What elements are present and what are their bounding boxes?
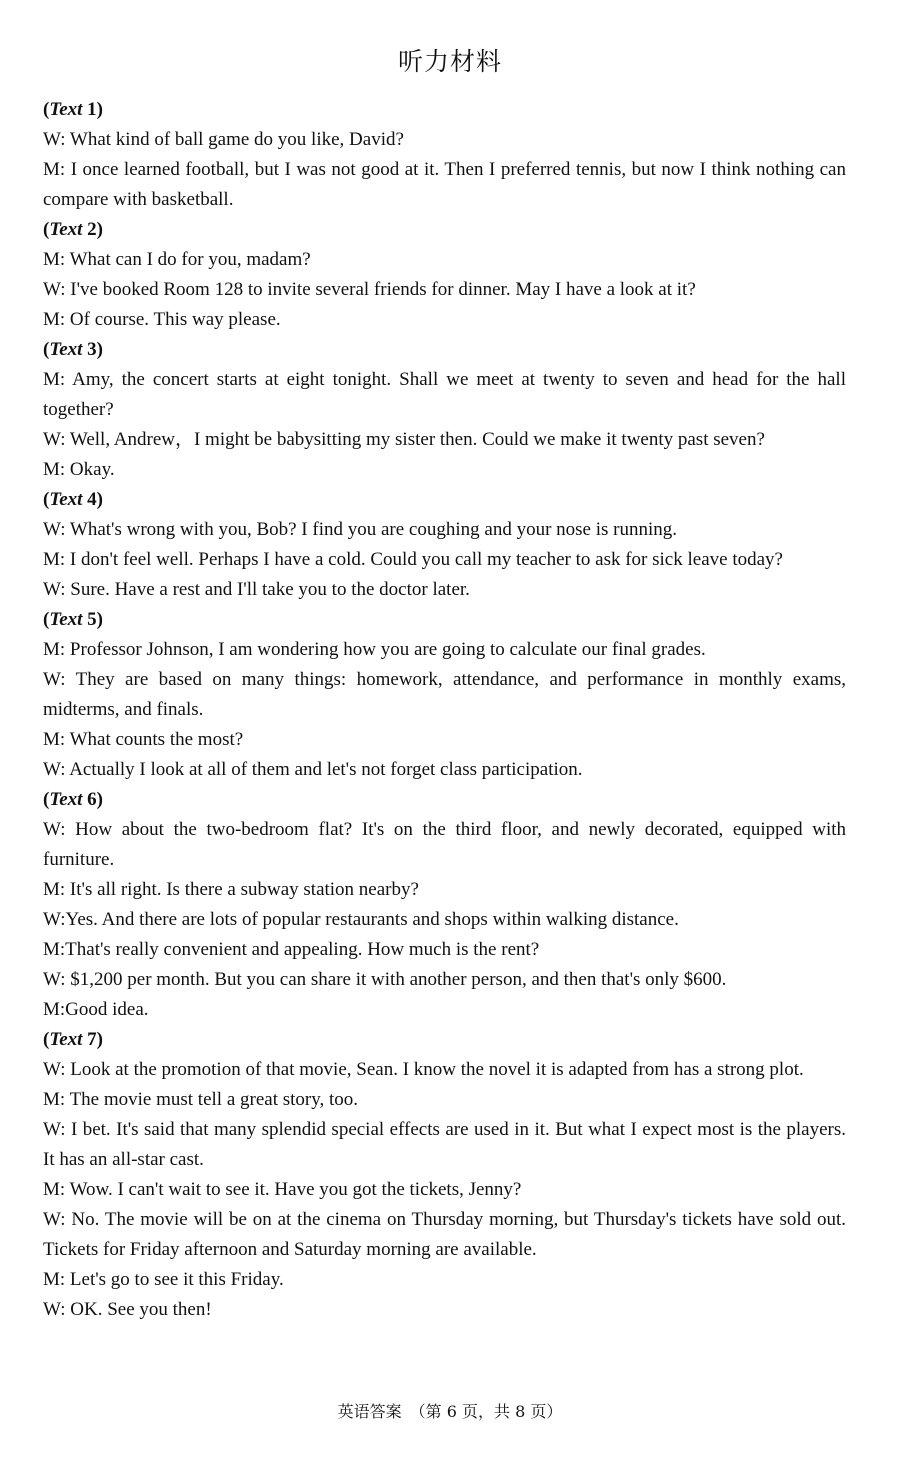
transcript-body <box>43 95 846 1325</box>
dialogue-line: M: Of course. This way please. <box>43 309 281 330</box>
section-header: (Text 3) <box>43 339 103 360</box>
transcript-section <box>43 605 846 785</box>
dialogue-line: M:That's really convenient and appealing. How much is the rent? <box>43 939 540 960</box>
dialogue-line: M: It's all right. Is there a subway station nearby? <box>43 879 419 900</box>
dialogue-line: W: I've booked Room 128 to invite several friends for dinner. May I have a look at it? <box>43 279 696 300</box>
section-number: 3 <box>87 339 97 360</box>
section-label: Text <box>49 219 83 240</box>
section-header: (Text 1) <box>43 99 103 120</box>
section-number: 7 <box>87 1029 97 1050</box>
dialogue-line: M: Amy, the concert starts at eight tonight. Shall we meet at twenty to seven and head for the hall together? <box>43 369 846 420</box>
dialogue-line: M: Professor Johnson, I am wondering how you are going to calculate our final grades. <box>43 639 706 660</box>
dialogue-line: M: Wow. I can't wait to see it. Have you got the tickets, Jenny? <box>43 1179 522 1200</box>
section-number: 4 <box>87 489 97 510</box>
dialogue-line: W: OK. See you then! <box>43 1299 212 1320</box>
dialogue-line: W: How about the two-bedroom flat? It's on the third floor, and newly decorated, equipped with furniture. <box>43 819 846 870</box>
dialogue-line: W: They are based on many things: homework, attendance, and performance in monthly exams, midterms, and finals. <box>43 669 846 720</box>
dialogue-line: W: $1,200 per month. But you can share it with another person, and then that's only $600. <box>43 969 727 990</box>
dialogue-line: W: What's wrong with you, Bob? I find you are coughing and your nose is running. <box>43 519 678 540</box>
dialogue-line: W: Sure. Have a rest and I'll take you to the doctor later. <box>43 579 470 600</box>
dialogue-line: M: What counts the most? <box>43 729 244 750</box>
transcript-section <box>43 95 846 215</box>
dialogue-line: M: Okay. <box>43 459 115 480</box>
dialogue-line: W: Look at the promotion of that movie, Sean. I know the novel it is adapted from has a strong plot. <box>43 1059 804 1080</box>
dialogue-line: W: No. The movie will be on at the cinema on Thursday morning, but Thursday's tickets have sold out. Tickets for Friday afternoon and Saturday morning are available. <box>43 1209 846 1260</box>
section-number: 1 <box>87 99 97 120</box>
dialogue-line: W: Well, Andrew，I might be babysitting my sister then. Could we make it twenty past seven? <box>43 429 765 450</box>
dialogue-line: M: What can I do for you, madam? <box>43 249 311 270</box>
section-header: (Text 7) <box>43 1029 103 1050</box>
transcript-section <box>43 785 846 1025</box>
section-header: (Text 4) <box>43 489 103 510</box>
page-title: 听力材料 <box>397 47 502 76</box>
dialogue-line: M: I once learned football, but I was not good at it. Then I preferred tennis, but now I think nothing can compare with basketball. <box>43 159 846 210</box>
transcript-section <box>43 1025 846 1325</box>
section-number: 6 <box>87 789 97 810</box>
section-number: 2 <box>87 219 97 240</box>
section-label: Text <box>49 339 83 360</box>
transcript-section <box>43 485 846 605</box>
section-header: (Text 5) <box>43 609 103 630</box>
page-footer: 英语答案 （第 6 页，共 8 页） <box>337 1402 563 1421</box>
dialogue-line: M:Good idea. <box>43 999 149 1020</box>
transcript-section <box>43 335 846 485</box>
section-header: (Text 6) <box>43 789 103 810</box>
section-number: 5 <box>87 609 97 630</box>
dialogue-line: W: Actually I look at all of them and let's not forget class participation. <box>43 759 583 780</box>
dialogue-line: M: Let's go to see it this Friday. <box>43 1269 284 1290</box>
section-label: Text <box>49 1029 83 1050</box>
dialogue-line: M: I don't feel well. Perhaps I have a cold. Could you call my teacher to ask for sick leave today? <box>43 549 783 570</box>
section-header: (Text 2) <box>43 219 103 240</box>
section-label: Text <box>49 99 83 120</box>
dialogue-line: W: I bet. It's said that many splendid special effects are used in it. But what I expect most is the players. It has an all-star cast. <box>43 1119 846 1170</box>
dialogue-line: W: What kind of ball game do you like, David? <box>43 129 404 150</box>
section-label: Text <box>49 489 83 510</box>
transcript-section <box>43 215 846 335</box>
section-label: Text <box>49 789 83 810</box>
section-label: Text <box>49 609 83 630</box>
dialogue-line: W:Yes. And there are lots of popular restaurants and shops within walking distance. <box>43 909 679 930</box>
dialogue-line: M: The movie must tell a great story, too. <box>43 1089 359 1110</box>
